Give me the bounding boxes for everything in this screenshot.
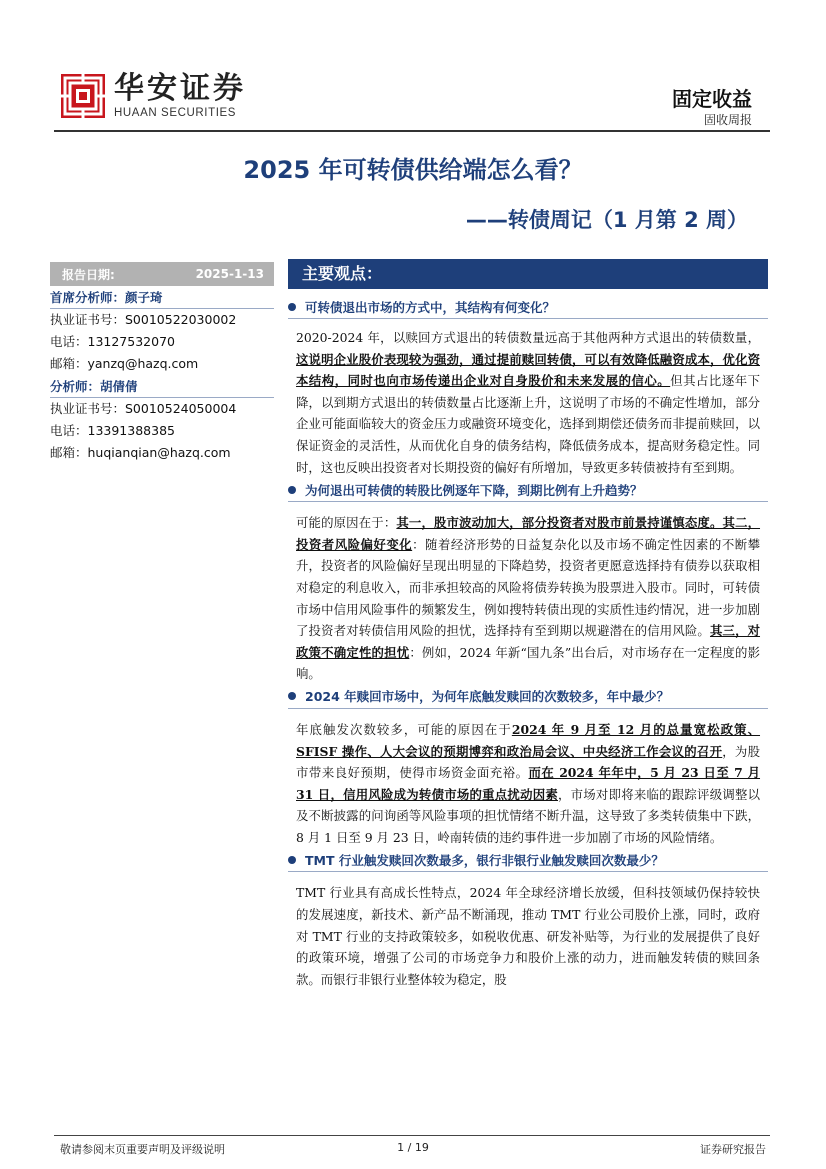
p3-text-c: ，为股市带来良好预期，使得市场资金面充裕。 <box>296 743 760 781</box>
question-1-text: 可转债退出市场的方式中，其结构有何变化？ <box>305 299 556 315</box>
report-subtitle: ——转债周记（1 月第 2 周） <box>465 208 748 232</box>
paragraph-3 <box>288 719 768 849</box>
p3-text-e: ，市场对即将来临的跟踪评级调整以及不断披露的问询函等风险事项的担忧情绪不断升温，这导致了多类转债集中下跌，8 月 1 日至 9 月 23 日，岭南转债的违约事件进一步加剧了市场的风险情绪。 <box>296 786 761 845</box>
p2-highlight-1: 其一，股市波动加大，部分投资者对股市前景持谨慎态度。其二，投资者风险偏好变化 <box>296 515 761 552</box>
main-content <box>288 259 768 990</box>
company-logo <box>60 70 250 122</box>
p3-text-a: 年底触发次数较多，可能的原因在于 <box>296 721 512 737</box>
analyst-name: 分析师：胡倩倩 <box>50 375 274 398</box>
report-title: 2025 年可转债供给端怎么看？ <box>243 156 583 184</box>
p1-highlight: 这说明企业股价表现较为强劲，通过提前赎回转债，可以有效降低融资成本，优化资本结构，同时也向市场传递出企业对自身股价和未来发展的信心。 <box>296 351 760 389</box>
analyst-sidebar <box>50 262 274 464</box>
question-2 <box>288 478 768 502</box>
chief-analyst-name: 首席分析师：颜子琦 <box>50 286 274 309</box>
bullet-icon <box>288 303 296 311</box>
question-3-text: 2024 年赎回市场中，为何年底触发赎回的次数较多，年中最少？ <box>305 689 670 705</box>
bullet-icon <box>288 486 296 494</box>
logo-chinese-name: 华安证券 <box>114 71 246 106</box>
analyst-phone: 电话：13391388385 <box>50 423 175 438</box>
p2-text-a: 可能的原因在于： <box>296 515 397 531</box>
report-date-bar <box>50 262 274 286</box>
paragraph-4: TMT 行业具有高成长性特点，2024 年全球经济增长放缓，但科技领域仍保持较快的发展速度，新技术、新产品不断涌现，推动 TMT 行业公司股价上涨，同时，政府对 TMT 行业的支持政策较多，如税收优惠、研发补贴等，为行业的发展提供了良好的政策环境，增强了公司的市场竞争力和股价上涨的动力，进而触发转债的赎回条款。而银行非银行业整体较为稳定，股 <box>296 885 760 987</box>
page-number: 1 / 19 <box>397 1141 429 1154</box>
question-3 <box>288 685 768 709</box>
bullet-icon <box>288 856 296 864</box>
p2-text-e: ：例如，2024 年新“国九条”出台后，对市场存在一定程度的影响。 <box>296 644 761 682</box>
paragraph-1 <box>288 327 768 478</box>
logo-english-name: HUAAN SECURITIES <box>114 107 237 119</box>
analyst-cert: 执业证书号：S0010524050004 <box>50 401 237 416</box>
report-date-label: 报告日期: <box>62 267 115 282</box>
report-date-value: 2025-1-13 <box>195 267 264 281</box>
p3-highlight-2: 而在 2024 年年中，5 月 23 日至 7 月 31 日，信用风险成为转债市场的重点扰动因素 <box>296 765 761 802</box>
chief-analyst-cert: 执业证书号：S0010522030002 <box>50 312 237 327</box>
question-4 <box>288 848 768 872</box>
chief-analyst-email: 邮箱：yanzq@hazq.com <box>50 356 199 371</box>
analyst-email: 邮箱：huqianqian@hazq.com <box>50 445 231 460</box>
report-type: 固收周报 <box>703 113 752 127</box>
main-points-heading: 主要观点： <box>288 259 768 289</box>
footer-disclaimer: 敬请参阅末页重要声明及评级说明 <box>60 1143 225 1156</box>
header-divider <box>54 130 770 132</box>
question-4-text: TMT 行业触发赎回次数最多，银行非银行业触发赎回次数最少？ <box>305 852 664 868</box>
report-category: 固定收益 <box>672 87 752 111</box>
bullet-icon <box>288 692 296 700</box>
chief-analyst-phone: 电话：13127532070 <box>50 334 175 349</box>
logo-mark-icon <box>60 73 106 119</box>
p1-text-a: 2020-2024 年，以赎回方式退出的转债数量远高于其他两种方式退出的转债数量， <box>296 330 760 345</box>
footer-divider <box>54 1135 770 1136</box>
p3-highlight-1: 2024 年 9 月至 12 月的总量宽松政策、SFISF 操作、人大会议的预期博弈和政治局会议、中央经济工作会议的召开 <box>296 721 761 759</box>
question-1 <box>288 295 768 319</box>
p2-text-c: ：随着经济形势的日益复杂化以及市场不确定性因素的不断攀升，投资者的风险偏好呈现出明显的下降趋势，投资者更愿意选择持有债券以获取相对稳定的利息收入，而非承担较高的风险将债券转换为股票进入股市。同时，可转债市场中信用风险事件的频繁发生，例如搜特转债出现的实质性违约情况，进一步加剧了投资者对转债信用风险的担忧，选择持有至到期以规避潜在的信用风险。 <box>296 536 761 639</box>
p1-text-c: 但其占比逐年下降，以到期方式退出的转债数量占比逐渐上升，这说明了市场的不确定性增加，部分企业可能面临较大的资金压力或融资环境变化，选择到期偿还债务而非提前赎回，以保证资金的灵活性，从而优化自身的债务结构，降低债务成本，提高财务稳定性。同时，这也反映出投资者对长期投资的偏好有所增加，导致更多转债被持有至到期。 <box>296 373 761 475</box>
p2-highlight-2: 其三，对政策不确定性的担忧 <box>296 623 761 660</box>
footer-doc-type: 证券研究报告 <box>700 1143 766 1156</box>
paragraph-2 <box>288 512 768 685</box>
question-2-text: 为何退出可转债的转股比例逐年下降，到期比例有上升趋势？ <box>305 482 643 498</box>
